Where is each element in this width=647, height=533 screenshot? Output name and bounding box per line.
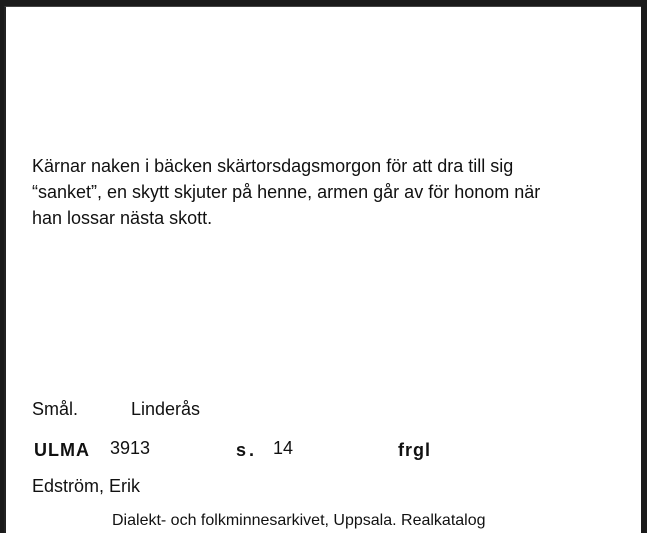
archive-code: ULMA — [34, 440, 90, 460]
record-line: “sanket”, en skytt skjuter på henne, armen går av för honom när — [32, 182, 541, 202]
archive-number: 3913 — [110, 438, 151, 458]
catalog-card — [4, 6, 641, 533]
record-line: Kärnar naken i bäcken skärtorsdagsmorgon för att dra till sig — [32, 156, 514, 176]
record-line: han lossar nästa skott. — [32, 208, 213, 228]
page-number: 14 — [273, 438, 294, 458]
archive-footer: Dialekt- och folkminnesarkivet, Uppsala. Realkatalog — [112, 512, 486, 529]
province-label: Smål. — [32, 399, 79, 419]
category-label: frgl — [398, 440, 431, 460]
parish-label: Linderås — [131, 399, 201, 419]
collector-name: Edström, Erik — [32, 476, 141, 496]
page-label: s. — [236, 440, 258, 460]
record-text — [32, 153, 632, 231]
